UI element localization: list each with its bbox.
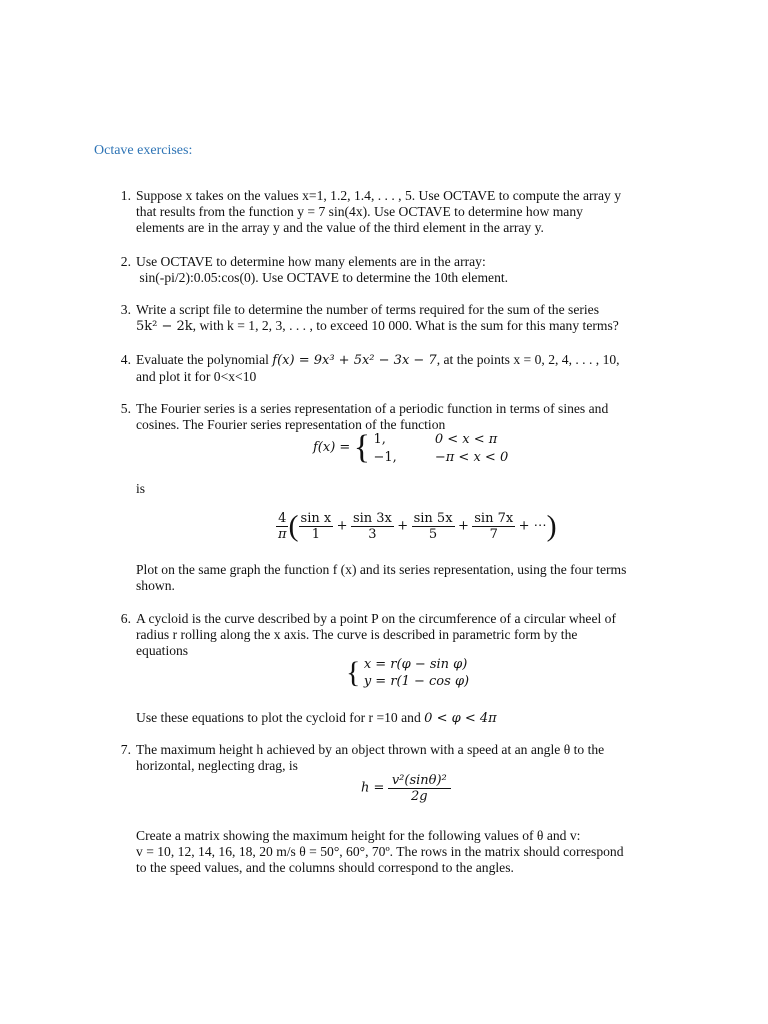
exercise-text-line: is [136, 481, 146, 496]
exercise-text-line: sin(-pi/2):0.05:cos(0). Use OCTAVE to determine the 10th element. [136, 270, 509, 285]
exercise-text-line: elements are in the array y and the value of the third element in the array y. [136, 220, 544, 235]
case-condition: 0 < x < π [434, 432, 498, 447]
page-heading: Octave exercises: [94, 143, 193, 158]
plus-sign: + [336, 518, 348, 534]
exercise-text-line: radius r rolling along the x axis. The curve is described in parametric form by the [136, 627, 578, 642]
exercise-number: 5. [120, 401, 131, 416]
case-value: 1, [373, 432, 386, 447]
series-tail: + ⋯ [518, 518, 547, 534]
exercise-text-line: Write a script file to determine the number of terms required for the sum of the series [136, 302, 599, 317]
piecewise-lhs: f(x) = [313, 440, 351, 455]
series-expression: 5k² − 2k [136, 319, 193, 334]
exercise-number: 6. [120, 611, 131, 626]
exercise-text-line: equations [136, 643, 189, 658]
exercise-number: 2. [120, 254, 131, 269]
piecewise-function [313, 430, 508, 466]
fraction-numerator: sin 7x [474, 511, 514, 526]
brace-symbol: { [353, 429, 371, 466]
fraction-numerator: sin x [300, 511, 332, 526]
fraction-denominator: 5 [428, 527, 438, 542]
series-term [472, 511, 515, 542]
exercise-text-line: , at the points x = 0, 2, 4, . . . , 10, [436, 352, 620, 367]
exercise-text-line: , with k = 1, 2, 3, . . . , to exceed 10 000. What is the sum for this many terms? [192, 318, 619, 333]
exercise-text-line: A cycloid is the curve described by a point P on the circumference of a circular wheel of [136, 611, 616, 626]
series-term [299, 511, 334, 542]
cycloid-equations [346, 656, 469, 690]
exercise-text-line: The maximum height h achieved by an object thrown with a speed at an angle θ to the [136, 742, 605, 757]
fraction-denominator: 3 [368, 527, 377, 542]
piecewise-cases [373, 430, 508, 466]
exercise-text-line: that results from the function y = 7 sin(4x). Use OCTAVE to determine how many [136, 204, 583, 219]
fraction-numerator: v²(sinθ)² [388, 773, 451, 789]
exercise-number: 7. [120, 742, 131, 757]
series-term [412, 511, 455, 542]
series-term [351, 511, 394, 542]
polynomial-expression: f(x) = 9x³ + 5x² − 3x − 7 [272, 353, 437, 368]
fraction-denominator: 2g [410, 789, 428, 804]
fraction-numerator: 4 [278, 511, 287, 526]
exercise-text-line: cosines. The Fourier series representation of the function [136, 417, 446, 432]
phi-range: 0 < φ < 4π [424, 711, 497, 726]
fourier-series-formula [276, 511, 557, 542]
fraction-denominator: 7 [489, 527, 498, 542]
fraction-denominator: π [278, 527, 287, 542]
exercise-text-line: Suppose x takes on the values x=1, 1.2, 1.4, . . . , 5. Use OCTAVE to compute the array y [136, 188, 622, 203]
exercise-text-line: The Fourier series is a series representation of a periodic function in terms of sines and [136, 401, 609, 416]
formula-lhs: h = [361, 780, 385, 796]
exercise-text-line: Use these equations to plot the cycloid for r =10 and [136, 710, 425, 725]
fraction-denominator: 1 [311, 527, 321, 542]
paren-open: ( [288, 509, 299, 543]
case-value: −1, [373, 450, 397, 465]
exercise-text-line: Plot on the same graph the function f (x) and its series representation, using the four terms [136, 562, 627, 577]
exercise-text-line: v = 10, 12, 14, 16, 18, 20 m/s θ = 50°, 60°, 70º. The rows in the matrix should correspond [136, 844, 624, 859]
exercise-text-line: Evaluate the polynomial [136, 352, 273, 367]
exercise-text-line: shown. [136, 578, 175, 593]
case-condition: −π < x < 0 [434, 450, 509, 465]
exercise-number: 3. [120, 302, 131, 317]
paren-close: ) [546, 509, 557, 543]
parametric-equation-y: y = r(1 − cos φ) [363, 674, 470, 689]
parametric-equation-x: x = r(φ − sin φ) [363, 657, 468, 672]
exercise-text-line: horizontal, neglecting drag, is [136, 758, 298, 773]
exercise-text-line: to the speed values, and the columns should correspond to the angles. [136, 860, 514, 875]
exercise-text-line: Use OCTAVE to determine how many elements are in the array: [136, 254, 486, 269]
plus-sign: + [457, 518, 469, 534]
fraction-numerator: sin 3x [352, 511, 392, 526]
exercise-text-line: and plot it for 0<x<10 [136, 369, 257, 384]
max-height-formula [361, 773, 451, 804]
exercise-text-line: Create a matrix showing the maximum height for the following values of θ and v: [136, 828, 581, 843]
height-fraction [388, 773, 451, 804]
coefficient-fraction [276, 511, 289, 542]
fraction-numerator: sin 5x [413, 511, 453, 526]
exercise-number: 4. [120, 352, 131, 367]
plus-sign: + [397, 518, 409, 534]
brace-symbol: { [346, 656, 361, 689]
exercise-number: 1. [120, 188, 131, 203]
